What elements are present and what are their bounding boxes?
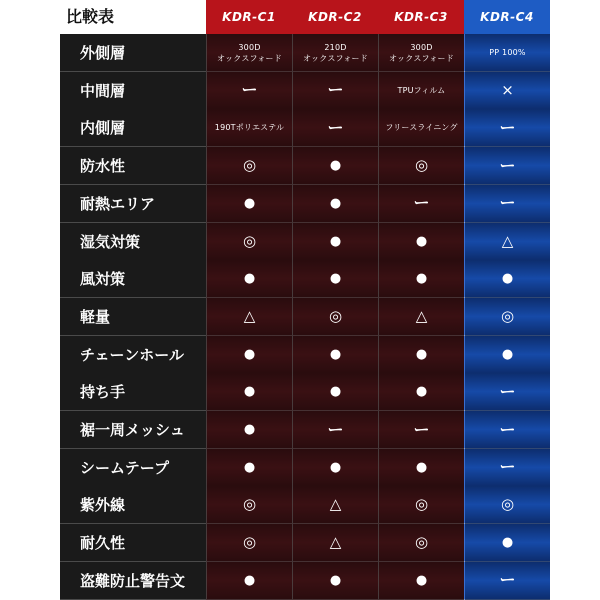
rating-symbol: ● bbox=[329, 233, 342, 249]
table-cell bbox=[292, 486, 378, 524]
rating-symbol: ● bbox=[243, 459, 256, 475]
table-row bbox=[60, 72, 550, 110]
rating-symbol: ● bbox=[329, 459, 342, 475]
table-cell bbox=[464, 223, 550, 261]
rating-symbol: △ bbox=[415, 306, 428, 325]
table-cell bbox=[378, 449, 464, 487]
rating-symbol: ◎ bbox=[500, 306, 515, 325]
rating-symbol: ー bbox=[499, 155, 516, 175]
cell-text: PP 100% bbox=[489, 48, 526, 57]
rating-symbol: ● bbox=[329, 384, 342, 400]
table-row bbox=[60, 373, 550, 411]
table-row bbox=[60, 109, 550, 147]
table-cell bbox=[378, 486, 464, 524]
table-row bbox=[60, 449, 550, 487]
table-cell bbox=[292, 449, 378, 487]
table-title: 比較表 bbox=[60, 0, 206, 34]
rating-symbol: ● bbox=[243, 422, 256, 437]
row-label: 防水性 bbox=[60, 147, 206, 185]
table-cell bbox=[464, 373, 550, 411]
table-cell bbox=[378, 147, 464, 185]
table-cell bbox=[206, 373, 292, 411]
rating-symbol: ◎ bbox=[414, 495, 429, 514]
row-label: チェーンホール bbox=[60, 336, 206, 374]
table-row bbox=[60, 34, 550, 72]
table-cell bbox=[292, 524, 378, 562]
rating-symbol: ● bbox=[243, 384, 256, 400]
rating-symbol: ー bbox=[327, 117, 344, 137]
rating-symbol: ● bbox=[415, 384, 428, 400]
rating-symbol: ー bbox=[499, 570, 516, 590]
table-cell bbox=[464, 147, 550, 185]
rating-symbol: × bbox=[501, 80, 514, 99]
table-cell bbox=[378, 524, 464, 562]
rating-symbol: ◎ bbox=[500, 495, 515, 514]
row-label: 盗難防止警告文 bbox=[60, 562, 206, 600]
table-cell bbox=[464, 298, 550, 336]
rating-symbol: ● bbox=[329, 572, 342, 588]
table-cell bbox=[206, 260, 292, 298]
rating-symbol: ● bbox=[501, 271, 514, 287]
rating-symbol: ー bbox=[327, 80, 344, 100]
rating-symbol: ー bbox=[499, 457, 516, 477]
table-cell bbox=[206, 185, 292, 223]
rating-symbol: ● bbox=[243, 572, 256, 588]
rating-symbol: ● bbox=[329, 158, 342, 174]
table-cell bbox=[206, 411, 292, 449]
rating-symbol: ◎ bbox=[242, 533, 257, 552]
table-cell bbox=[292, 562, 378, 600]
table-cell bbox=[378, 185, 464, 223]
table-cell bbox=[206, 486, 292, 524]
rating-symbol: ● bbox=[243, 195, 256, 211]
cell-text: 190Tポリエステル bbox=[214, 123, 285, 133]
table-row bbox=[60, 185, 550, 223]
row-label: 中間層 bbox=[60, 72, 206, 110]
table-cell bbox=[378, 72, 464, 110]
table-row bbox=[60, 223, 550, 261]
table-cell bbox=[378, 298, 464, 336]
table-cell bbox=[292, 185, 378, 223]
table-cell bbox=[292, 72, 378, 110]
table-cell bbox=[378, 223, 464, 261]
row-label: 耐熱エリア bbox=[60, 185, 206, 223]
rating-symbol: ◎ bbox=[242, 156, 257, 175]
table-cell bbox=[206, 109, 292, 147]
rating-symbol: ● bbox=[415, 346, 428, 362]
table-cell bbox=[464, 449, 550, 487]
row-label: 紫外線 bbox=[60, 486, 206, 524]
rating-symbol: ● bbox=[243, 346, 256, 362]
cell-text: 210D オックスフォード bbox=[303, 42, 368, 63]
table-cell bbox=[464, 486, 550, 524]
rating-symbol: △ bbox=[243, 306, 256, 325]
table-cell bbox=[464, 411, 550, 449]
table-cell bbox=[464, 562, 550, 600]
table-cell bbox=[206, 147, 292, 185]
rating-symbol: ● bbox=[415, 459, 428, 475]
table-cell bbox=[378, 373, 464, 411]
table-cell bbox=[292, 298, 378, 336]
rating-symbol: ● bbox=[415, 233, 428, 249]
rating-symbol: △ bbox=[329, 495, 342, 514]
rating-symbol: ● bbox=[329, 195, 342, 211]
rating-symbol: ー bbox=[241, 80, 258, 100]
table-cell bbox=[378, 336, 464, 374]
row-label: 持ち手 bbox=[60, 373, 206, 411]
table-row bbox=[60, 486, 550, 524]
rating-symbol: ー bbox=[413, 419, 430, 439]
cell-text: 300D オックスフォード bbox=[217, 42, 282, 63]
table-cell bbox=[292, 336, 378, 374]
table-row bbox=[60, 147, 550, 185]
table-cell bbox=[206, 223, 292, 261]
table-cell bbox=[464, 72, 550, 110]
table-cell bbox=[292, 373, 378, 411]
table-cell bbox=[378, 411, 464, 449]
table-row bbox=[60, 298, 550, 336]
table-cell bbox=[206, 298, 292, 336]
cell-text: 300D オックスフォード bbox=[389, 42, 454, 63]
rating-symbol: ● bbox=[243, 271, 256, 287]
table-cell bbox=[292, 411, 378, 449]
table-cell bbox=[292, 34, 378, 72]
table-cell bbox=[378, 34, 464, 72]
row-label: 風対策 bbox=[60, 260, 206, 298]
table-cell bbox=[464, 336, 550, 374]
rating-symbol: ● bbox=[415, 572, 428, 588]
table-cell bbox=[206, 336, 292, 374]
rating-symbol: ◎ bbox=[242, 231, 257, 250]
table-cell bbox=[292, 260, 378, 298]
rating-symbol: △ bbox=[501, 231, 514, 250]
table-cell bbox=[206, 524, 292, 562]
table-row bbox=[60, 260, 550, 298]
cell-text: TPUフィルム bbox=[397, 85, 446, 95]
rating-symbol: ー bbox=[499, 117, 516, 137]
table-cell bbox=[206, 562, 292, 600]
model-header-c2: KDR-C2 bbox=[292, 0, 378, 34]
table-row bbox=[60, 411, 550, 449]
table-cell bbox=[206, 72, 292, 110]
rating-symbol: ● bbox=[415, 271, 428, 287]
rating-symbol: ◎ bbox=[328, 306, 343, 325]
table-cell bbox=[292, 109, 378, 147]
table-cell bbox=[378, 109, 464, 147]
table-cell bbox=[464, 524, 550, 562]
rating-symbol: ー bbox=[499, 193, 516, 213]
model-header-c3: KDR-C3 bbox=[378, 0, 464, 34]
table-cell bbox=[464, 34, 550, 72]
table-cell bbox=[464, 109, 550, 147]
table-cell bbox=[378, 260, 464, 298]
table-cell bbox=[464, 185, 550, 223]
rating-symbol: △ bbox=[329, 533, 342, 552]
rating-symbol: ー bbox=[499, 381, 516, 401]
row-label: 外側層 bbox=[60, 34, 206, 72]
model-header-c1: KDR-C1 bbox=[206, 0, 292, 34]
rating-symbol: ー bbox=[499, 419, 516, 439]
table-row bbox=[60, 524, 550, 562]
table-cell bbox=[292, 147, 378, 185]
table-cell bbox=[206, 449, 292, 487]
row-label: シームテープ bbox=[60, 449, 206, 487]
row-label: 内側層 bbox=[60, 109, 206, 147]
table-cell bbox=[464, 260, 550, 298]
table-cell bbox=[292, 223, 378, 261]
rating-symbol: ● bbox=[329, 346, 342, 362]
row-label: 耐久性 bbox=[60, 524, 206, 562]
rating-symbol: ● bbox=[501, 535, 514, 551]
rating-symbol: ◎ bbox=[414, 156, 429, 175]
row-label: 裾一周メッシュ bbox=[60, 411, 206, 449]
table-row bbox=[60, 562, 550, 600]
table-row bbox=[60, 336, 550, 374]
rating-symbol: ● bbox=[329, 271, 342, 287]
rating-symbol: ◎ bbox=[414, 533, 429, 552]
row-label: 湿気対策 bbox=[60, 223, 206, 261]
rating-symbol: ー bbox=[413, 193, 430, 213]
rating-symbol: ◎ bbox=[242, 495, 257, 514]
rating-symbol: ー bbox=[327, 419, 344, 439]
cell-text: フリースライニング bbox=[385, 123, 458, 133]
table-cell bbox=[206, 34, 292, 72]
model-header-c4: KDR-C4 bbox=[464, 0, 550, 34]
row-label: 軽量 bbox=[60, 298, 206, 336]
rating-symbol: ● bbox=[501, 346, 514, 362]
table-cell bbox=[378, 562, 464, 600]
